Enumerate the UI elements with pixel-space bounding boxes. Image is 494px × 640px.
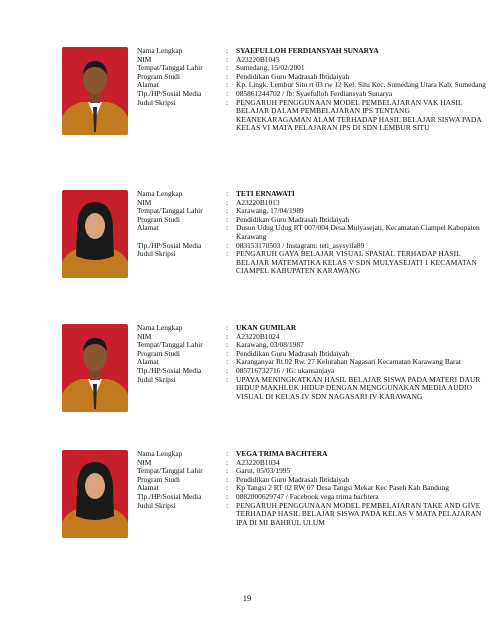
contact-label: Tlp./HP/Sosial Media: [137, 365, 202, 375]
thesis-row: Judul Skripsi : PENGARUH GAYA BELAJAR VISUAL SPASIAL TERHADAP HASIL BELAJAR MATEMATIKA KELAS V SDN MULYASEJATI 1 KECAMATAN CIAMPEL KABUPATEN KARAWANG: [137, 250, 487, 276]
program-label: Program Studi: [137, 214, 180, 224]
page-number: 19: [242, 593, 252, 603]
thesis-row: Judul Skripsi : PENGARUH PENGGUNAAN MODEL PEMBELAJARAN TAKE AND GIVE TERHADAP HASIL BELAJAR SISWA PADA KELAS V MATA PELAJARAN IPA DI MI BAHRUL ULUM: [137, 502, 487, 528]
name-row: Nama Lengkap : VEGA TRIMA BACHTERA: [137, 450, 487, 459]
contact-value: 085861244702 / fb: Syaefulloh Ferdiansyah Sunarya: [236, 88, 393, 98]
nim-row: NIM : A23220B1045: [137, 56, 487, 65]
thesis-label: Judul Skripsi: [137, 97, 176, 107]
name-row: Nama Lengkap : TETI ERNAWATI: [137, 190, 487, 199]
birth-label: Tempat/Tanggal Lahir: [137, 63, 203, 73]
address-value: Kp. Lingk. Lembur Situ rt 03 rw 12 Kel. Situ Kec. Sumedang Utara Kab. Sumedang: [236, 80, 486, 90]
thesis-value: PENGARUH GAYA BELAJAR VISUAL SPASIAL TERHADAP HASIL BELAJAR MATEMATIKA KELAS V SDN MULYASEJATI 1 KECAMATAN CIAMPEL KABUPATEN KARAWANG: [236, 249, 477, 276]
nim-value: A23220B1013: [236, 197, 280, 207]
contact-label: Tlp./HP/Sosial Media: [137, 240, 202, 250]
name-value: UKAN GUMILAR: [236, 323, 297, 332]
program-label: Program Studi: [137, 348, 180, 358]
name-value: SYAEFULLOH FERDIANSYAH SUNARYA: [236, 46, 379, 55]
nim-row: NIM : A23220B1013: [137, 199, 487, 208]
name-row: Nama Lengkap : SYAEFULLOH FERDIANSYAH SUNARYA: [137, 47, 487, 56]
graduate-details: [137, 47, 487, 133]
program-row: Program Studi : Pendidikan Guru Madrasah Ibtidaiyah: [137, 350, 487, 359]
graduate-photo: [62, 190, 128, 278]
address-value: Karanganyar Rt.02 Rw. 27 Kelurahan Nagasari Kecamatan Karawang Barat: [236, 357, 461, 367]
contact-row: Tlp./HP/Sosial Media : 085861244702 / fb: Syaefulloh Ferdiansyah Sunarya: [137, 90, 487, 99]
program-value: Pendidikan Guru Madrasah Ibtidaiyah: [236, 214, 350, 224]
thesis-label: Judul Skripsi: [137, 500, 176, 510]
birth-value: Sumedang, 15/02/2001: [236, 63, 305, 73]
contact-row: Tlp./HP/Sosial Media : 085716732716 / IG: ukansanjaya: [137, 367, 487, 376]
address-label: Alamat: [137, 223, 159, 233]
program-row: Program Studi : Pendidikan Guru Madrasah Ibtidaiyah: [137, 73, 487, 82]
birth-label: Tempat/Tanggal Lahir: [137, 206, 203, 216]
graduate-photo: [62, 47, 128, 135]
address-value: Dusun Udug Udug RT 007/004 Desa Mulyasejati, Kecamatan Ciampel Kabupaten Karawang: [236, 223, 480, 241]
nim-label: NIM: [137, 197, 152, 207]
name-label: Nama Lengkap: [137, 189, 183, 198]
address-label: Alamat: [137, 483, 159, 493]
address-row: Alamat : Karanganyar Rt.02 Rw. 27 Kelurahan Nagasari Kecamatan Karawang Barat: [137, 358, 487, 367]
name-value: VEGA TRIMA BACHTERA: [236, 449, 328, 458]
birth-row: Tempat/Tanggal Lahir : Karawang, 03/08/1987: [137, 341, 487, 350]
contact-row: Tlp./HP/Sosial Media : 0882000629747 / Facebook vega trima bachtera: [137, 493, 487, 502]
name-label: Nama Lengkap: [137, 323, 183, 332]
nim-label: NIM: [137, 457, 152, 467]
birth-row: Tempat/Tanggal Lahir : Sumedang, 15/02/2001: [137, 64, 487, 73]
birth-label: Tempat/Tanggal Lahir: [137, 466, 203, 476]
name-label: Nama Lengkap: [137, 46, 183, 55]
nim-value: A23220B1034: [236, 457, 280, 467]
birth-row: Tempat/Tanggal Lahir : Karawang, 17/04/1989: [137, 207, 487, 216]
thesis-row: Judul Skripsi : UPAYA MENINGKATKAN HASIL BELAJAR SISWA PADA MATERI DAUR HIDUP MAKHLUK HIDUP DENGAN MENGGUNAKAN MEDIA AUDIO VISUAL DI KELAS IV SDN NAGASARI IV KARAWANG: [137, 376, 487, 402]
thesis-value: PENGARUH PENGGUNAAN MODEL PEMBELAJARAN TAKE AND GIVE TERHADAP HASIL BELAJAR SISWA PADA KELAS V MATA PELAJARAN IPA DI MI BAHRUL ULUM: [236, 500, 482, 527]
program-label: Program Studi: [137, 474, 180, 484]
program-value: Pendidikan Guru Madrasah Ibtidaiyah: [236, 348, 350, 358]
address-row: Alamat : Dusun Udug Udug RT 007/004 Desa Mulyasejati, Kecamatan Ciampel Kabupaten Karawang: [137, 224, 487, 241]
birth-row: Tempat/Tanggal Lahir : Garut, 05/03/1995: [137, 467, 487, 476]
nim-row: NIM : A23220B1024: [137, 333, 487, 342]
thesis-row: Judul Skripsi : PENGARUH PENGGUNAAN MODEL PEMBELAJARAN VAK HASIL BELAJAR DALAM PEMBELAJARAN IPS TENTANG KEANEKARAGAMAN ALAM TERHADAP HASIL BELAJAR SISWA PADA KELAS VI MATA PELAJARAN IPS DI SDN LEMBUR SITU: [137, 99, 487, 133]
name-value: TETI ERNAWATI: [236, 189, 295, 198]
contact-value: 085716732716 / IG: ukansanjaya: [236, 365, 335, 375]
program-row: Program Studi : Pendidikan Guru Madrasah Ibtidaiyah: [137, 216, 487, 225]
contact-label: Tlp./HP/Sosial Media: [137, 88, 202, 98]
graduate-details: [137, 450, 487, 527]
nim-label: NIM: [137, 54, 152, 64]
name-row: Nama Lengkap : UKAN GUMILAR: [137, 324, 487, 333]
graduate-photo: [62, 450, 128, 538]
nim-label: NIM: [137, 331, 152, 341]
address-row: Alamat : Kp. Lingk. Lembur Situ rt 03 rw 12 Kel. Situ Kec. Sumedang Utara Kab. Sumedang: [137, 80, 486, 90]
address-value: Kp Tangsi 2 RT 02 RW 07 Desa Tangsi Mekar Kec Paseh Kab Bandung: [236, 483, 449, 493]
program-value: Pendidikan Guru Madrasah Ibtidaiyah: [236, 474, 350, 484]
nim-value: A23220B1024: [236, 331, 280, 341]
thesis-value: PENGARUH PENGGUNAAN MODEL PEMBELAJARAN VAK HASIL BELAJAR DALAM PEMBELAJARAN IPS TENTANG KEANEKARAGAMAN ALAM TERHADAP HASIL BELAJAR SISWA PADA KELAS VI MATA PELAJARAN IPS DI SDN LEMBUR SITU: [236, 97, 482, 133]
thesis-label: Judul Skripsi: [137, 374, 176, 384]
graduate-details: [137, 190, 487, 276]
thesis-label: Judul Skripsi: [137, 249, 176, 259]
birth-value: Garut, 05/03/1995: [236, 466, 291, 476]
address-row: Alamat : Kp Tangsi 2 RT 02 RW 07 Desa Tangsi Mekar Kec Paseh Kab Bandung: [137, 484, 487, 493]
contact-value: 0882000629747 / Facebook vega trima bachtera: [236, 491, 379, 501]
contact-label: Tlp./HP/Sosial Media: [137, 491, 202, 501]
address-label: Alamat: [137, 357, 159, 367]
thesis-value: UPAYA MENINGKATKAN HASIL BELAJAR SISWA PADA MATERI DAUR HIDUP MAKHLUK HIDUP DENGAN MENGGUNAKAN MEDIA AUDIO VISUAL DI KELAS IV SDN NAGASARI IV KARAWANG: [236, 374, 481, 401]
nim-row: NIM : A23220B1034: [137, 459, 487, 468]
program-label: Program Studi: [137, 71, 180, 81]
nim-value: A23220B1045: [236, 54, 280, 64]
contact-row: Tlp./HP/Sosial Media : 083153170503 / Instagram: teti_asysyifa89: [137, 242, 487, 251]
graduate-details: [137, 324, 487, 401]
birth-label: Tempat/Tanggal Lahir: [137, 340, 203, 350]
program-row: Program Studi : Pendidikan Guru Madrasah Ibtidaiyah: [137, 476, 487, 485]
graduate-photo: [62, 324, 128, 412]
birth-value: Karawang, 17/04/1989: [236, 206, 304, 216]
program-value: Pendidikan Guru Madrasah Ibtidaiyah: [236, 71, 350, 81]
name-label: Nama Lengkap: [137, 449, 183, 458]
contact-value: 083153170503 / Instagram: teti_asysyifa89: [236, 240, 365, 250]
birth-value: Karawang, 03/08/1987: [236, 340, 304, 350]
address-label: Alamat: [137, 80, 159, 90]
